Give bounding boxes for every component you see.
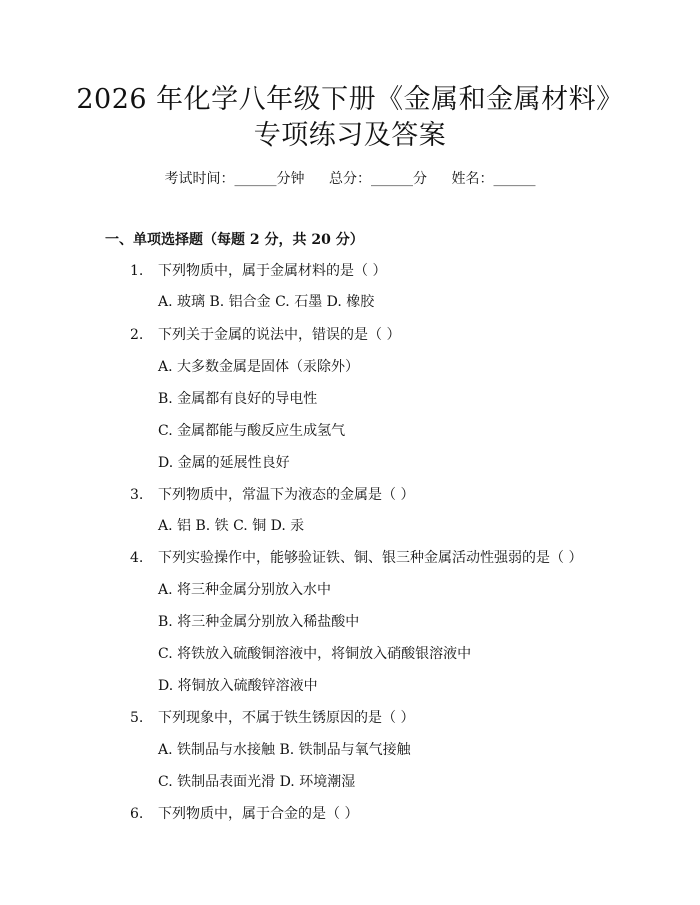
document-title-line-2: 专项练习及答案	[253, 120, 447, 151]
question-text: 下列物质中，属于金属材料的是（ ）	[158, 263, 387, 279]
question-5-options-cd: C. 铁制品表面光滑 D. 环境潮湿	[158, 774, 356, 790]
question-2-option-c: C. 金属都能与酸反应生成氢气	[158, 423, 346, 439]
question-1-options: A. 玻璃 B. 铝合金 C. 石墨 D. 橡胶	[158, 294, 375, 310]
question-2-option-d: D. 金属的延展性良好	[158, 455, 290, 471]
question-number: 3.	[130, 487, 144, 503]
total-score-field: 总分：______分	[329, 171, 427, 187]
question-4-option-d: D. 将铜放入硫酸锌溶液中	[158, 678, 318, 694]
question-number: 6.	[130, 806, 144, 822]
question-4-option-b: B. 将三种金属分别放入稀盐酸中	[158, 614, 360, 630]
question-2-option-a: A. 大多数金属是固体（汞除外）	[158, 359, 360, 375]
question-4-option-a: A. 将三种金属分别放入水中	[158, 582, 332, 598]
question-text: 下列物质中，属于合金的是（ ）	[158, 806, 359, 822]
question-5-options-ab: A. 铁制品与水接触 B. 铁制品与氧气接触	[158, 742, 411, 758]
student-name-field: 姓名：______	[451, 171, 536, 187]
exam-time-field: 考试时间：______分钟	[164, 171, 305, 187]
section-heading-single-choice: 一、单项选择题（每题 2 分，共 20 分）	[105, 232, 364, 248]
question-3-options: A. 铝 B. 铁 C. 铜 D. 汞	[158, 518, 305, 534]
exam-meta-row	[0, 169, 700, 189]
question-text: 下列物质中，常温下为液态的金属是（ ）	[158, 487, 415, 503]
question-text: 下列关于金属的说法中，错误的是（ ）	[158, 327, 401, 343]
question-text: 下列现象中，不属于铁生锈原因的是（ ）	[158, 710, 415, 726]
question-number: 4.	[130, 550, 144, 566]
question-2-option-b: B. 金属都有良好的导电性	[158, 391, 318, 407]
question-number: 2.	[130, 327, 144, 343]
question-4-option-c: C. 将铁放入硫酸铜溶液中，将铜放入硝酸银溶液中	[158, 646, 472, 662]
question-number: 5.	[130, 710, 144, 726]
document-title-line-1: 2026 年化学八年级下册《金属和金属材料》	[76, 84, 624, 115]
question-text: 下列实验操作中，能够验证铁、铜、银三种金属活动性强弱的是（ ）	[158, 550, 583, 566]
question-number: 1.	[130, 263, 144, 279]
